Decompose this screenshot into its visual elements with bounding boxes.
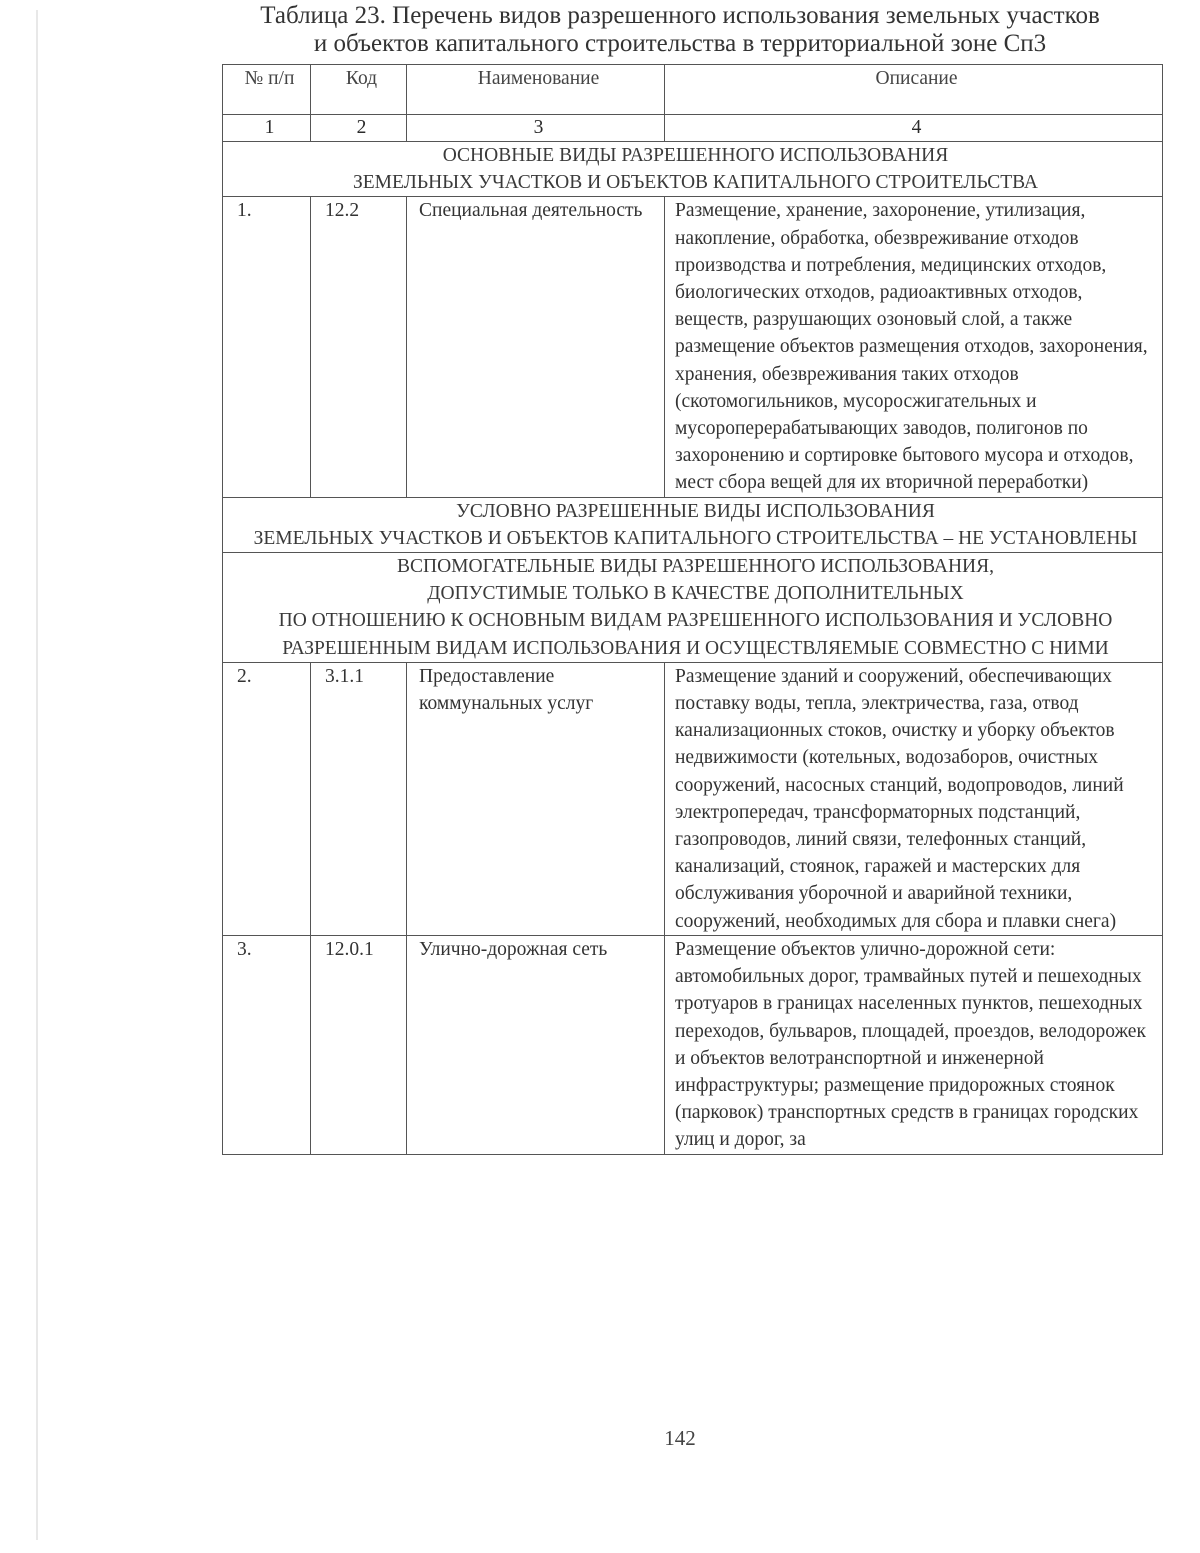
table-title-line1: Таблица 23. Перечень видов разрешенного использования земельных участков <box>260 2 1100 29</box>
section-heading-line: ЗЕМЕЛЬНЫХ УЧАСТКОВ И ОБЪЕКТОВ КАПИТАЛЬНОГО СТРОИТЕЛЬСТВА – НЕ УСТАНОВЛЕНЫ <box>253 527 1138 549</box>
table-row <box>223 935 1163 1154</box>
row-number: 1. <box>223 197 311 497</box>
column-number: 3 <box>407 115 665 142</box>
table-title <box>180 2 1180 58</box>
section-heading-line: ОСНОВНЫЕ ВИДЫ РАЗРЕШЕННОГО ИСПОЛЬЗОВАНИЯ <box>442 145 949 166</box>
section-heading-line: ПО ОТНОШЕНИЮ К ОСНОВНЫМ ВИДАМ РАЗРЕШЕННОГО ИСПОЛЬЗОВАНИЯ И УСЛОВНО РАЗРЕШЕННЫМ ВИДАМ ИСПОЛЬЗОВАНИЯ И ОСУЩЕСТВЛЯЕМЫЕ СОВМЕСТНО С НИМИ <box>278 610 1113 659</box>
header-num: № п/п <box>223 65 311 115</box>
row-code: 12.2 <box>311 197 407 497</box>
page-number: 142 <box>664 1426 696 1450</box>
section-auxiliary-heading <box>223 553 1163 663</box>
table-row <box>223 662 1163 935</box>
section-heading-line: ЗЕМЕЛЬНЫХ УЧАСТКОВ И ОБЪЕКТОВ КАПИТАЛЬНОГО СТРОИТЕЛЬСТВА <box>353 172 1038 194</box>
section-auxiliary-row <box>223 553 1163 663</box>
header-code: Код <box>311 65 407 115</box>
permitted-use-table <box>222 64 1163 1155</box>
row-name: Улично-дорожная сеть <box>407 935 665 1154</box>
column-number: 2 <box>311 115 407 142</box>
row-code: 12.0.1 <box>311 935 407 1154</box>
header-desc: Описание <box>665 65 1163 115</box>
column-numbers-row <box>223 115 1163 142</box>
row-description: Размещение объектов улично-дорожной сети: автомобильных дорог, трамвайных путей и пешеходных тротуаров в границах населенных пунктов, пешеходных переходов, бульваров, площадей, проездов, велодорожек и объектов велотранспортной и инженерной инфраструктуры; размещение придорожных стоянок (парковок) транспортных средств в границах городских улиц и дорог, за <box>665 935 1163 1154</box>
section-heading-line: ДОПУСТИМЫЕ ТОЛЬКО В КАЧЕСТВЕ ДОПОЛНИТЕЛЬНЫХ <box>427 583 964 605</box>
column-number: 4 <box>665 115 1163 142</box>
row-name: Специальная деятельность <box>407 197 665 497</box>
table-title-line2: и объектов капитального строительства в территориальной зоне Сп3 <box>313 30 1047 57</box>
row-number: 2. <box>223 662 311 935</box>
table-row <box>223 197 1163 497</box>
row-description: Размещение, хранение, захоронение, утилизация, накопление, обработка, обезвреживание отходов производства и потребления, медицинских отходов, биологических отходов, радиоактивных отходов, веществ, разрушающих озоновый слой, а также размещение объектов размещения отходов, захоронения, хранения, обезвреживания таких отходов (скотомогильников, мусоросжигательных и мусороперерабатывающих заводов, полигонов по захоронению и сортировке бытового мусора и отходов, мест сбора вещей для их вторичной переработки) <box>665 197 1163 497</box>
scan-edge <box>36 10 38 1540</box>
section-heading-line: УСЛОВНО РАЗРЕШЕННЫЕ ВИДЫ ИСПОЛЬЗОВАНИЯ <box>456 500 935 522</box>
header-name: Наименование <box>407 65 665 115</box>
section-conditional-heading <box>223 497 1163 552</box>
section-conditional-row <box>223 497 1163 552</box>
row-name: Предоставление коммунальных услуг <box>407 662 665 935</box>
section-main-row <box>223 142 1163 197</box>
section-main-heading <box>223 142 1163 197</box>
row-number: 3. <box>223 935 311 1154</box>
header-row <box>223 65 1163 115</box>
row-description: Размещение зданий и сооружений, обеспечивающих поставку воды, тепла, электричества, газа, отвод канализационных стоков, очистку и уборку объектов недвижимости (котельных, водозаборов, очистных сооружений, насосных станций, водопроводов, линий электропередач, трансформаторных подстанций, газопроводов, линий связи, телефонных станций, канализаций, стоянок, гаражей и мастерских для обслуживания уборочной и аварийной техники, сооружений, необходимых для сбора и плавки снега) <box>665 662 1163 935</box>
row-code: 3.1.1 <box>311 662 407 935</box>
column-number: 1 <box>223 115 311 142</box>
section-heading-line: ВСПОМОГАТЕЛЬНЫЕ ВИДЫ РАЗРЕШЕННОГО ИСПОЛЬЗОВАНИЯ, <box>396 556 995 578</box>
